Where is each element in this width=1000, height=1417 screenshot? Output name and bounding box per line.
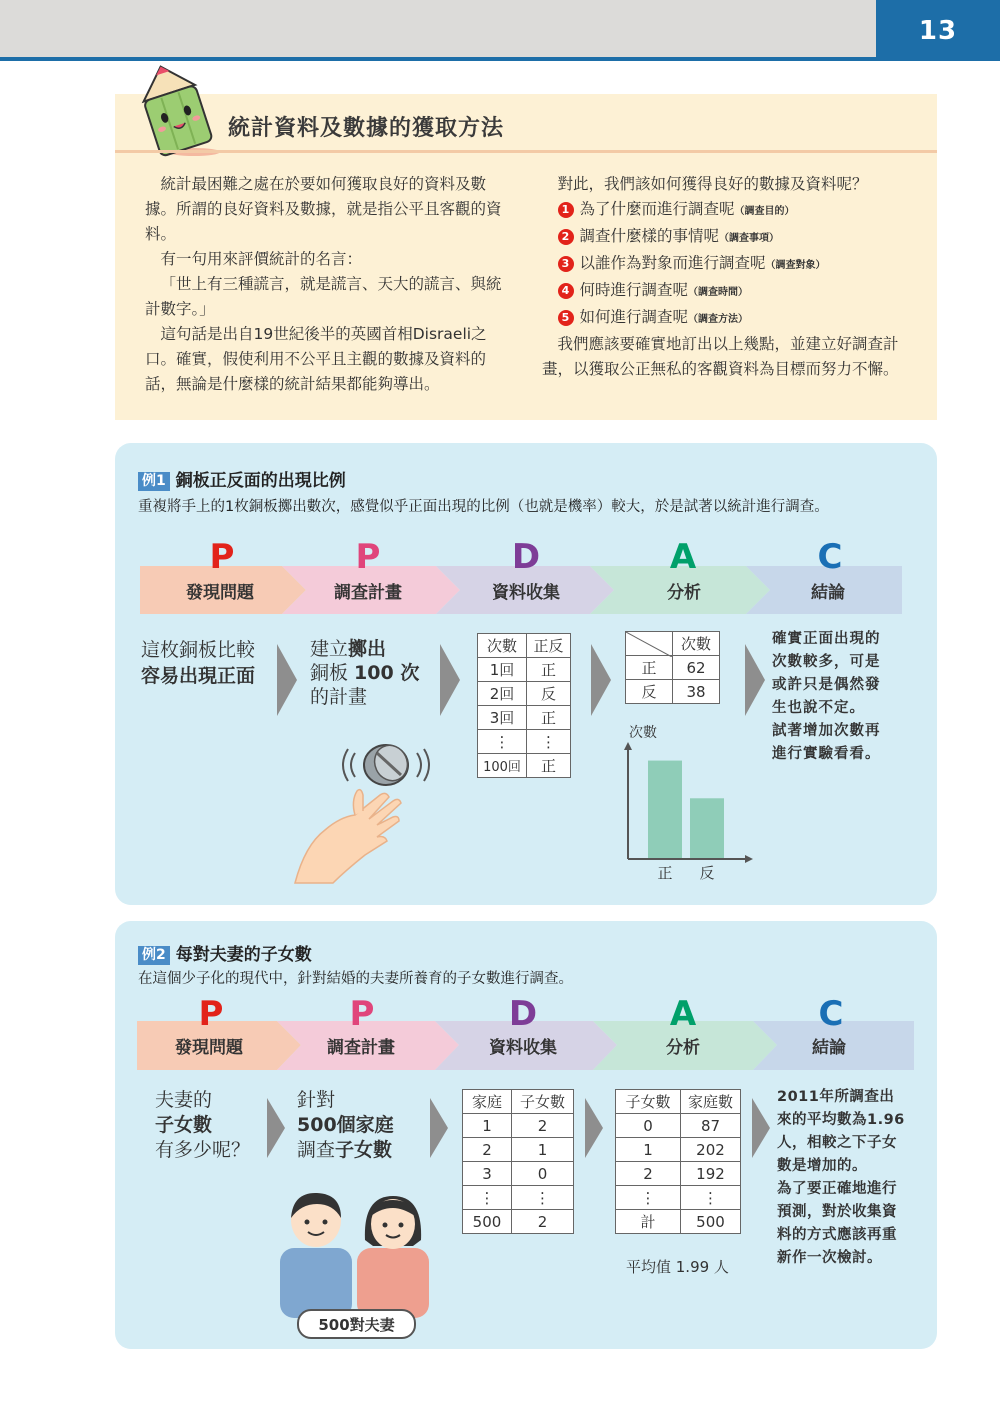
example2-tally-table: [615, 1089, 741, 1234]
example1-tally-table: [625, 631, 720, 709]
table-row: ⋮ ⋮: [463, 1186, 574, 1210]
example2-conclusion: 2011年所調查出 來的平均數為1.96 人，相較之下子女 數是增加的。 為了要正確地進行 預測，對於收集資 料的方式應該再重 新作一次檢討。: [777, 1089, 905, 1266]
pdca-label-problem: 發現問題: [186, 582, 254, 603]
example1-data-table: [477, 633, 571, 778]
table-row: 2回 反: [478, 682, 571, 706]
chart-bar: [690, 798, 724, 858]
table-header-row: 子女數 家庭數: [616, 1090, 741, 1114]
example-title: 每對夫妻的子女數: [175, 945, 312, 965]
pdca-letter-c: C: [818, 994, 844, 1034]
chart-tick-label: 反: [699, 864, 715, 882]
list-item: 1 為了什麼而進行調查呢（調查目的）: [542, 197, 912, 224]
example1-problem: 這枚銅板比較 容易出現正面: [141, 639, 256, 687]
paragraph: 這句話是出自19世紀後半的英國首相Disraeli之口。確實，假使利用不公平且主觀的數據及資料的話，無論是什麼樣的統計結果都能夠導出。: [145, 325, 487, 393]
chart-x-arrow: [745, 855, 753, 863]
example1-heading: [138, 466, 346, 491]
example-tag: 例1: [138, 472, 170, 491]
flow-arrow: [430, 1098, 448, 1158]
table-row: 計 500: [616, 1210, 741, 1234]
pdca-letter-c: C: [817, 537, 843, 577]
flow-arrow: [745, 644, 765, 716]
example2-problem: 夫妻的 子女數 有多少呢？: [155, 1089, 251, 1161]
number-badge: 2: [558, 229, 574, 245]
pdca-letter-d: D: [508, 994, 538, 1034]
list-item: 4 何時進行調查呢（調查時間）: [542, 278, 912, 305]
page-number: 13: [876, 0, 1000, 61]
pdca-label-conclusion: 結論: [811, 582, 845, 603]
table-header-row: 家庭 子女數: [463, 1090, 574, 1114]
table-row: 0 87: [616, 1114, 741, 1138]
pdca-letter-a: A: [669, 537, 697, 577]
table-row: ⋮ ⋮: [616, 1186, 741, 1210]
pdca-label-conclusion: 結論: [812, 1037, 846, 1058]
pdca-flow-1: [140, 537, 902, 617]
table-row: ⋮ ⋮: [478, 730, 571, 754]
coin-toss-illustration: [285, 735, 445, 885]
example1-plan: 建立擲出 銅板 100 次 的計畫: [310, 638, 420, 708]
number-badge: 5: [558, 310, 574, 326]
pdca-label-data: 資料收集: [492, 582, 560, 603]
pdca-letter-a: A: [669, 994, 697, 1034]
table-row: 3 0: [463, 1162, 574, 1186]
quote-paragraph: 「世上有三種謊言，就是謊言、天大的謊言、與統計數字。」: [145, 275, 502, 318]
flow-arrow: [277, 644, 297, 716]
table-row: 500 2: [463, 1210, 574, 1234]
average-value: 平均值 1.99 人: [626, 1258, 729, 1276]
pdca-flow-2: [137, 994, 914, 1072]
coin-icon: [364, 740, 413, 786]
example1-conclusion: 確實正面出現的 次數較多，可是 或許只是偶然發 生也說不定。 試著增加次數再 進行實驗看看。: [772, 631, 881, 762]
number-badge: 1: [558, 202, 574, 218]
pdca-letter-p: P: [198, 994, 224, 1034]
couple-count-badge: 500對夫妻: [297, 1309, 416, 1339]
pdca-label-problem: 發現問題: [175, 1037, 243, 1058]
table-row: 1 202: [616, 1138, 741, 1162]
table-row: 2 1: [463, 1138, 574, 1162]
chart-y-arrow: [624, 742, 632, 750]
diagonal-divider: [626, 632, 672, 657]
pdca-label-plan: 調查計畫: [327, 1037, 395, 1058]
pdca-letter-p: P: [355, 537, 381, 577]
example2-data-table: [462, 1089, 574, 1234]
flow-arrow: [585, 1098, 603, 1158]
intro-title: 統計資料及數據的獲取方法: [228, 116, 505, 141]
example2-heading: [138, 940, 312, 965]
chart-bar: [648, 761, 682, 858]
example-tag: 例2: [138, 946, 170, 965]
table-row: 反 38: [626, 680, 720, 704]
intro-divider: [115, 150, 937, 153]
intro-column-left: [145, 172, 515, 397]
pdca-label-plan: 調查計畫: [334, 582, 402, 603]
intro-column-right: [542, 172, 912, 382]
header-rule: [0, 57, 1000, 61]
table-row: 正 62: [626, 656, 720, 680]
pdca-label-analysis: 分析: [667, 582, 701, 603]
table-row: 1回 正: [478, 658, 571, 682]
hand-icon: [295, 790, 401, 883]
pdca-letter-d: D: [511, 537, 541, 577]
paragraph: 對此，我們該如何獲得良好的數據及資料呢？: [557, 175, 868, 193]
paragraph: 我們應該要確實地訂出以上幾點，並建立好調查計畫，以獲取公正無私的客觀資料為目標而努力不懈。: [542, 335, 899, 378]
number-badge: 4: [558, 283, 574, 299]
table-row: 2 192: [616, 1162, 741, 1186]
flow-arrow: [267, 1098, 285, 1158]
table-header-row: 次數: [626, 632, 720, 656]
husband-icon: [280, 1193, 352, 1318]
chart-tick-label: 正: [657, 864, 673, 882]
paragraph: 統計最困難之處在於要如何獲取良好的資料及數據。所謂的良好資料及數據，就是指公平且客觀的資料。: [145, 175, 502, 243]
header-bar: [0, 0, 876, 57]
paragraph: 有一句用來評價統計的名言：: [160, 250, 363, 268]
example-title: 銅板正反面的出現比例: [175, 471, 346, 491]
flow-arrow: [440, 644, 460, 716]
table-header-row: 次數 正反: [478, 634, 571, 658]
table-row: 100回 正: [478, 754, 571, 778]
example1-bar-chart: [615, 718, 765, 888]
number-badge: 3: [558, 256, 574, 272]
pencil-mascot-icon: [132, 62, 224, 162]
example1-description: 重複將手上的1枚銅板擲出數次，感覺似乎正面出現的比例（也就是機率）較大，於是試著以統計進行調查。: [138, 499, 829, 515]
pdca-letter-p: P: [349, 994, 375, 1034]
example2-plan: 針對 500個家庭 調查子女數: [297, 1089, 394, 1161]
list-item: 3 以誰作為對象而進行調查呢（調查對象）: [542, 251, 912, 278]
pdca-label-analysis: 分析: [666, 1037, 700, 1058]
wife-icon: [357, 1196, 429, 1318]
list-item: 2 調查什麼樣的事情呢（調查事項）: [542, 224, 912, 251]
flow-arrow: [752, 1098, 770, 1158]
chart-ylabel: 次數: [629, 725, 657, 741]
list-item: 5 如何進行調查呢（調查方法）: [542, 305, 912, 332]
table-row: 1 2: [463, 1114, 574, 1138]
pdca-label-data: 資料收集: [489, 1037, 557, 1058]
pdca-letter-p: P: [209, 537, 235, 577]
example2-description: 在這個少子化的現代中，針對結婚的夫妻所養育的子女數進行調查。: [138, 971, 573, 987]
table-row: 3回 正: [478, 706, 571, 730]
flow-arrow: [591, 644, 611, 716]
